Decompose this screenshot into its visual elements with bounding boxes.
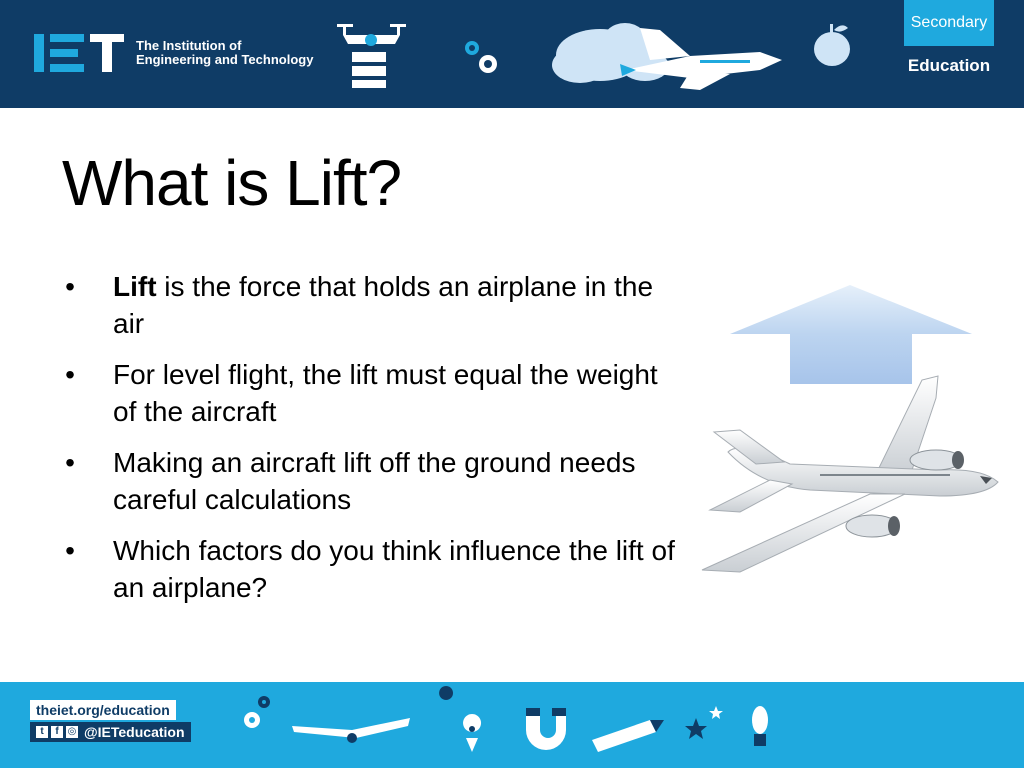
header-band <box>0 0 1024 108</box>
bullet-marker: • <box>65 447 75 478</box>
bullet-item <box>60 268 680 342</box>
bullet-item <box>60 444 680 518</box>
lift-illustration <box>700 280 1010 580</box>
stars-icon <box>685 706 723 739</box>
light-bulb-icon <box>752 706 768 746</box>
bullet-text: is the force that holds an airplane in the air <box>113 271 654 339</box>
org-name-line2: Engineering and Technology <box>136 52 314 67</box>
instagram-icon[interactable]: ◎ <box>67 726 77 737</box>
gears-icon <box>244 696 270 728</box>
tab-secondary-label: Secondary <box>904 0 994 46</box>
slide-title: What is Lift? <box>62 147 402 219</box>
bullet-item <box>60 532 680 606</box>
tab-education-label: Education <box>907 56 991 75</box>
bullet-text: Making an aircraft lift off the ground needs careful calculations <box>113 447 636 515</box>
glider-icon <box>292 718 410 743</box>
bullet-text: Which factors do you think influence the lift of an airplane? <box>113 535 675 603</box>
org-name-line1: The Institution of <box>136 38 242 53</box>
header-decorations <box>0 0 900 108</box>
gears-icon <box>465 41 497 73</box>
map-pin-icon <box>439 686 481 752</box>
bullet-item <box>60 356 680 430</box>
social-bar <box>30 722 191 742</box>
magnet-icon <box>526 708 566 750</box>
bullet-list <box>60 268 680 620</box>
website-link[interactable]: theiet.org/education <box>30 700 176 720</box>
bullet-marker: • <box>65 535 75 566</box>
up-arrow-icon <box>730 285 972 384</box>
bullet-text: For level flight, the lift must equal the weight of the aircraft <box>113 359 658 427</box>
apple-icon <box>814 24 850 66</box>
social-handle[interactable]: @IETeducation <box>84 724 185 740</box>
drone-icon <box>337 24 406 88</box>
bullet-marker: • <box>65 359 75 390</box>
twitter-icon[interactable]: t <box>36 726 48 738</box>
airplane-icon <box>702 376 998 572</box>
bullet-marker: • <box>65 271 75 302</box>
bullet-strong-text: Lift <box>113 271 157 302</box>
facebook-icon[interactable]: f <box>51 726 63 738</box>
secondary-education-tab[interactable] <box>904 0 994 86</box>
pencil-icon <box>592 720 664 752</box>
